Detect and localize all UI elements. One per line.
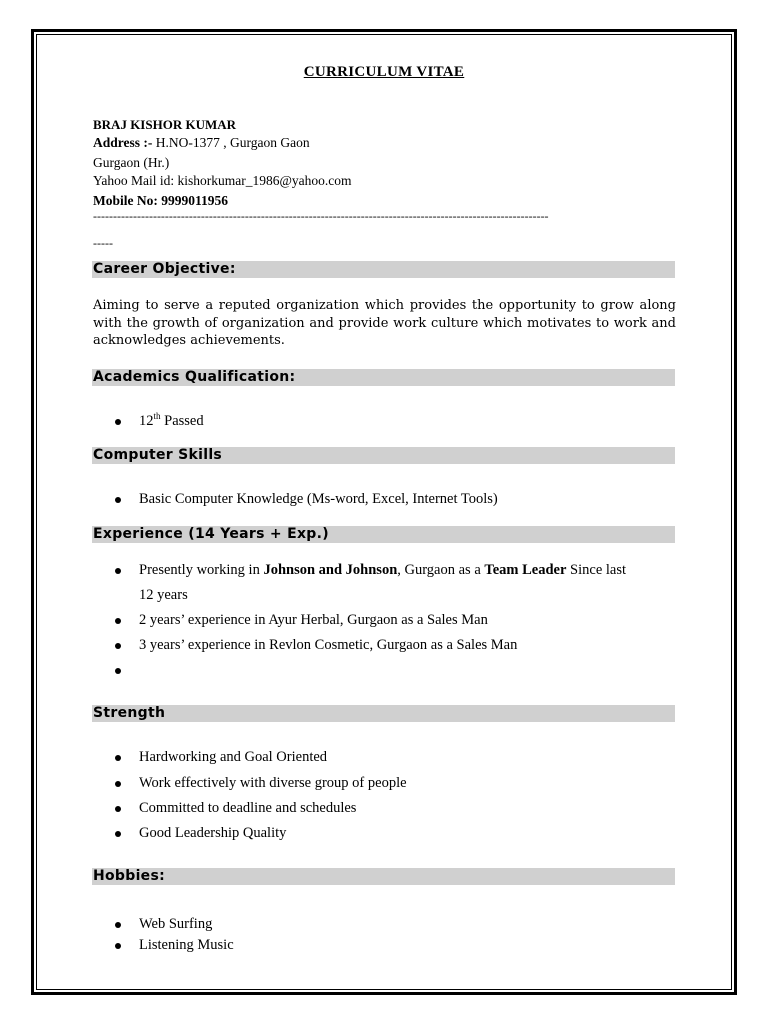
strength-item: Work effectively with diverse group of people	[139, 775, 407, 791]
bullet-icon	[115, 668, 121, 674]
academics-item-suffix: th	[153, 411, 161, 422]
section-heading-academics: Academics Qualification:	[92, 369, 675, 386]
academics-item	[139, 413, 204, 430]
bullet-icon	[115, 497, 121, 503]
hobby-item: Listening Music	[139, 937, 234, 953]
bullet-icon	[115, 419, 121, 425]
experience-item-1-part-b: , Gurgaon as a	[397, 562, 485, 578]
experience-item-1-part-a: Presently working in	[139, 562, 264, 578]
section-heading-strength: Strength	[92, 705, 675, 722]
hobby-item: Web Surfing	[139, 916, 213, 932]
address-label: Address :-	[93, 135, 153, 150]
candidate-name: BRAJ KISHOR KUMAR	[93, 117, 237, 132]
experience-item-2: 2 years’ experience in Ayur Herbal, Gurgaon as a Sales Man	[139, 612, 488, 628]
bullet-icon	[115, 643, 121, 649]
career-objective-text: Aiming to serve a reputed organization which provides the opportunity to grow along with the growth of organization and provide work culture which motivates to work and acknowledges achievements.	[93, 298, 676, 348]
email-line: Yahoo Mail id: kishorkumar_1986@yahoo.com	[93, 173, 352, 188]
section-heading-hobbies: Hobbies:	[92, 868, 675, 885]
section-heading-experience: Experience (14 Years + Exp.)	[92, 526, 675, 543]
bullet-icon	[115, 922, 121, 928]
strength-item: Good Leadership Quality	[139, 825, 287, 841]
address-value: H.NO-1377 , Gurgaon Gaon	[152, 135, 310, 150]
mobile-line	[93, 193, 228, 209]
experience-item-1-line-2: 12 years	[139, 587, 188, 603]
address-line-2: Gurgaon (Hr.)	[93, 155, 170, 170]
section-heading-computer-skills: Computer Skills	[92, 447, 675, 464]
separator-dashes-tail: -----	[93, 236, 113, 250]
bullet-icon	[115, 943, 121, 949]
address-line	[93, 135, 310, 151]
academics-item-number: 12	[139, 413, 154, 429]
document-title: CURRICULUM VITAE	[303, 64, 465, 80]
bullet-icon	[115, 806, 121, 812]
bullet-icon	[115, 618, 121, 624]
experience-item-1-role: Team Leader	[484, 562, 567, 578]
strength-item: Hardworking and Goal Oriented	[139, 749, 328, 765]
separator-dashes: ------------------------------------------------------------------------------------------------------------------	[93, 209, 549, 223]
mobile-label: Mobile No:	[93, 193, 158, 208]
experience-item-1-company: Johnson and Johnson	[263, 562, 398, 578]
bullet-icon	[115, 831, 121, 837]
bullet-icon	[115, 755, 121, 761]
strength-item: Committed to deadline and schedules	[139, 800, 357, 816]
bullet-icon	[115, 568, 121, 574]
bullet-icon	[115, 781, 121, 787]
experience-item-1	[139, 562, 626, 579]
experience-item-3: 3 years’ experience in Revlon Cosmetic, Gurgaon as a Sales Man	[139, 637, 518, 653]
academics-item-rest: Passed	[160, 413, 204, 429]
computer-skills-item: Basic Computer Knowledge (Ms-word, Excel, Internet Tools)	[139, 491, 498, 507]
mobile-value: 9999011956	[157, 193, 229, 208]
experience-item-1-part-c: Since last	[566, 562, 627, 578]
section-heading-career-objective: Career Objective:	[92, 261, 675, 278]
